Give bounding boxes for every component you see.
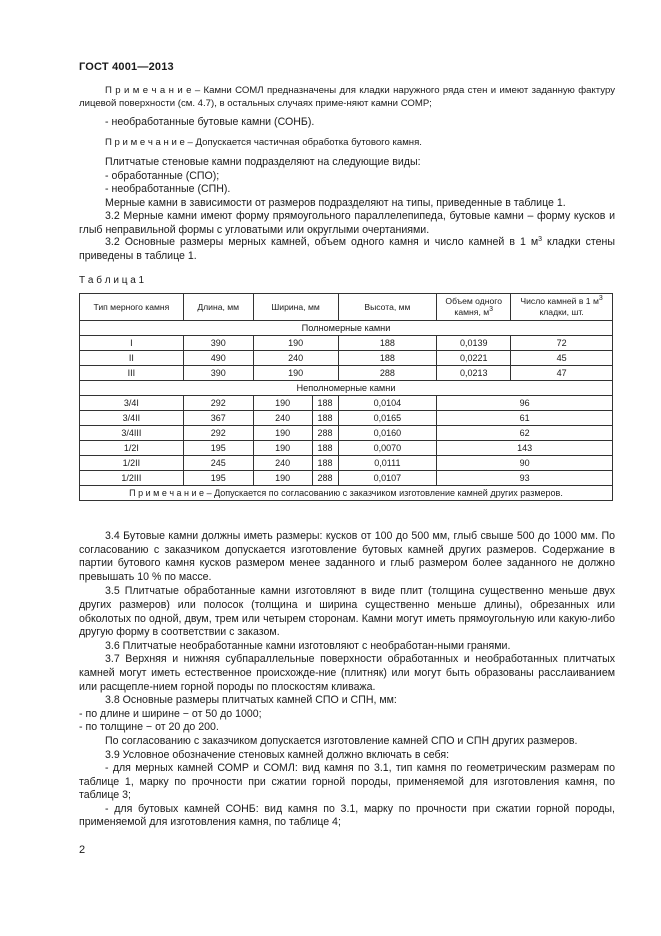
table-cell: 190 [253, 441, 312, 456]
note-label: П р и м е ч а н и е [105, 85, 192, 96]
document-header: ГОСТ 4001—2013 [79, 61, 174, 73]
table-note-row [80, 486, 613, 501]
table-cell: 292 [183, 396, 253, 411]
table-cell: 72 [511, 336, 613, 351]
table-cell: 62 [437, 426, 613, 441]
table-cell: 1/2II [80, 456, 184, 471]
text-fragment: 3 [538, 236, 543, 243]
table-cell: 288 [338, 366, 437, 381]
note-soml [79, 85, 615, 110]
table-cell: 0,0139 [437, 336, 511, 351]
slab-type-item: - необработанные (СПН). [105, 183, 231, 195]
paragraph-3-8: 3.8 Основные размеры плитчатых камней СПО и СПН, мм: [105, 694, 397, 707]
table-group-row [80, 381, 613, 396]
table-cell: 240 [253, 411, 312, 426]
text-fragment: 3 [489, 306, 494, 313]
table-cell: 1/2I [80, 441, 184, 456]
table-row [80, 366, 613, 381]
table-cell: 195 [183, 441, 253, 456]
table-cell: 240 [253, 351, 338, 366]
table-cell: 390 [183, 336, 253, 351]
table-cell: 61 [437, 411, 613, 426]
slab-types-intro: Плитчатые стеновые камни подразделяют на следующие виды: [105, 156, 421, 168]
table-cell: I [80, 336, 184, 351]
table-cell: 490 [183, 351, 253, 366]
sized-stones-text: Мерные камни в зависимости от размеров подразделяют на типы, приведенные в таблице 1. [105, 197, 566, 209]
table-cell: 367 [183, 411, 253, 426]
table-cell: 195 [183, 471, 253, 486]
note-label: П р и м е ч а н и е [105, 137, 185, 148]
table-cell: 90 [437, 456, 613, 471]
text-fragment: 3.2 Основные размеры мерных камней, объем одного камня и число камней в 1 м [105, 236, 539, 248]
table-cell: 0,0165 [338, 411, 437, 426]
table-row [80, 351, 613, 366]
table-cell: 3/4III [80, 426, 184, 441]
note-text: – Камни СОМЛ предназначены для кладки наружного ряда стен и имеют заданную фактуру лицевой поверхности (см. 4.7), в остальных случаях приме-няют камни СОМР; [79, 85, 616, 109]
table-cell: 45 [511, 351, 613, 366]
text-fragment: Число камней в 1 м [520, 296, 599, 306]
header-cell [437, 294, 511, 321]
table-cell: 1/2III [80, 471, 184, 486]
header-cell: Тип мерного камня [80, 294, 184, 321]
rubble-stone-item: - необработанные бутовые камни (СОНБ). [105, 116, 315, 128]
text-fragment: Объем одного камня, м [445, 296, 503, 317]
list-item: - по толщине − от 20 до 200. [79, 721, 219, 734]
list-item: - по длине и ширине − от 50 до 1000; [79, 707, 262, 720]
table-cell: 288 [312, 471, 338, 486]
paragraph-3-9: 3.9 Условное обозначение стеновых камней должно включать в себя: [105, 748, 450, 761]
table-cell: 3/4I [80, 396, 184, 411]
table-cell: 245 [183, 456, 253, 471]
text-fragment: – Допускается по согласованию с заказчиком изготовление камней других размеров. [204, 488, 563, 498]
table-cell: 47 [511, 366, 613, 381]
table-cell: 0,0104 [338, 396, 437, 411]
text-fragment: П р и м е ч а н и е [129, 488, 205, 498]
table-cell: 188 [312, 441, 338, 456]
table-cell: 0,0070 [338, 441, 437, 456]
table-cell: 0,0213 [437, 366, 511, 381]
table-cell: 188 [338, 351, 437, 366]
table-cell: 188 [312, 396, 338, 411]
table-cell: 240 [253, 456, 312, 471]
header-cell: Высота, мм [338, 294, 437, 321]
table-cell: 0,0160 [338, 426, 437, 441]
table-cell: 93 [437, 471, 613, 486]
table-cell: 190 [253, 396, 312, 411]
table-cell: 0,0107 [338, 471, 437, 486]
table-cell: 3/4II [80, 411, 184, 426]
text-fragment: 3 [598, 295, 603, 302]
text-fragment: кладки, шт. [539, 307, 584, 317]
stone-sizes-table [79, 293, 613, 501]
group-label-full: Полномерные камни [80, 321, 613, 336]
table-group-row [80, 321, 613, 336]
table-cell: 190 [253, 336, 338, 351]
table-note [80, 486, 613, 501]
paragraph-3-5: 3.5 Плитчатые обработанные камни изготовляют в виде плит (толщина существенно меньше двух других размеров) или полосок (толщина и ширина существенно меньше длины), обрезанных или обколотых по одной, двум, трем или четырем сторонам. Камни могут иметь прямоугольную или какую-либо другую форму в соответствии с заказом. [79, 585, 615, 639]
table-cell: 292 [183, 426, 253, 441]
table-cell: 190 [253, 471, 312, 486]
table-row [80, 441, 613, 456]
sized-stones-paragraph [79, 197, 615, 211]
table-cell: 0,0221 [437, 351, 511, 366]
table-cell: II [80, 351, 184, 366]
slab-types [105, 156, 615, 197]
table-cell: 190 [253, 426, 312, 441]
note-rubble [105, 137, 615, 150]
header-cell: Ширина, мм [253, 294, 338, 321]
table-cell: 390 [183, 366, 253, 381]
note-text: – Допускается частичная обработка бутового камня. [184, 137, 422, 148]
group-label-partial: Неполномерные камни [80, 381, 613, 396]
table-cell: 143 [437, 441, 613, 456]
table-row [80, 336, 613, 351]
paragraph-3-6: 3.6 Плитчатые необработанные камни изготовляют с необработан-ными гранями. [105, 639, 511, 652]
table-row [80, 456, 613, 471]
header-cell: Длина, мм [183, 294, 253, 321]
paragraph-3-7: 3.7 Верхняя и нижняя субпараллельные поверхности обработанных и необработанных плитчатых камней могут иметь естественное происхожде-ние (плитняк) или могут быть образованы расслаиванием или расщепле-нием горной породы по плоскостям кливажа. [79, 653, 615, 693]
table-cell: 190 [253, 366, 338, 381]
paragraph-3-2b [79, 236, 615, 263]
paragraph-3-8-note: По согласованию с заказчиком допускается изготовление камней СПО и СПН других размеров. [105, 734, 578, 747]
table-cell: 188 [312, 411, 338, 426]
table-cell: III [80, 366, 184, 381]
list-item: - для мерных камней СОМР и СОМЛ: вид камня по 3.1, тип камня по геометрическим размерам по таблице 1, марку по прочности при сжатии горной породы, применяемой для изготовления камня, по таблице 3; [79, 762, 615, 802]
table-cell: 188 [312, 456, 338, 471]
table-row [80, 396, 613, 411]
table-row [80, 471, 613, 486]
table-cell: 96 [437, 396, 613, 411]
table-row [80, 426, 613, 441]
slab-type-item: - обработанные (СПО); [105, 169, 220, 182]
table-cell: 188 [338, 336, 437, 351]
table-caption: Т а б л и ц а 1 [79, 275, 145, 286]
page-number: 2 [79, 844, 86, 856]
table-header-row [80, 294, 613, 321]
paragraph-3-2a: 3.2 Мерные камни имеют форму прямоугольного параллелепипеда, бутовые камни – форму кусков и глыб неправильной формы с угловатыми или округлыми очертаниями. [79, 210, 615, 236]
table-cell: 0,0111 [338, 456, 437, 471]
list-item: - для бутовых камней СОНБ: вид камня по 3.1, марку по прочности при сжатии горной породы, применяемой для изготовления камня, по таблице 4; [79, 802, 615, 829]
table-row [80, 411, 613, 426]
header-cell [511, 294, 613, 321]
text-fragment: кладки стены приведены в таблице 1. [79, 236, 615, 262]
table-cell: 288 [312, 426, 338, 441]
body-section [79, 530, 615, 830]
paragraph-3-4: 3.4 Бутовые камни должны иметь размеры: кусков от 100 до 500 мм, глыб свыше 500 до 1000 мм. По согласованию с заказчиком допускается изготовление бутовых камней других размеров. Содержание в партии бутового камня кусков размером менее заданного и глыб размером более заданного не должно превышать 10 % по массе. [79, 530, 615, 583]
